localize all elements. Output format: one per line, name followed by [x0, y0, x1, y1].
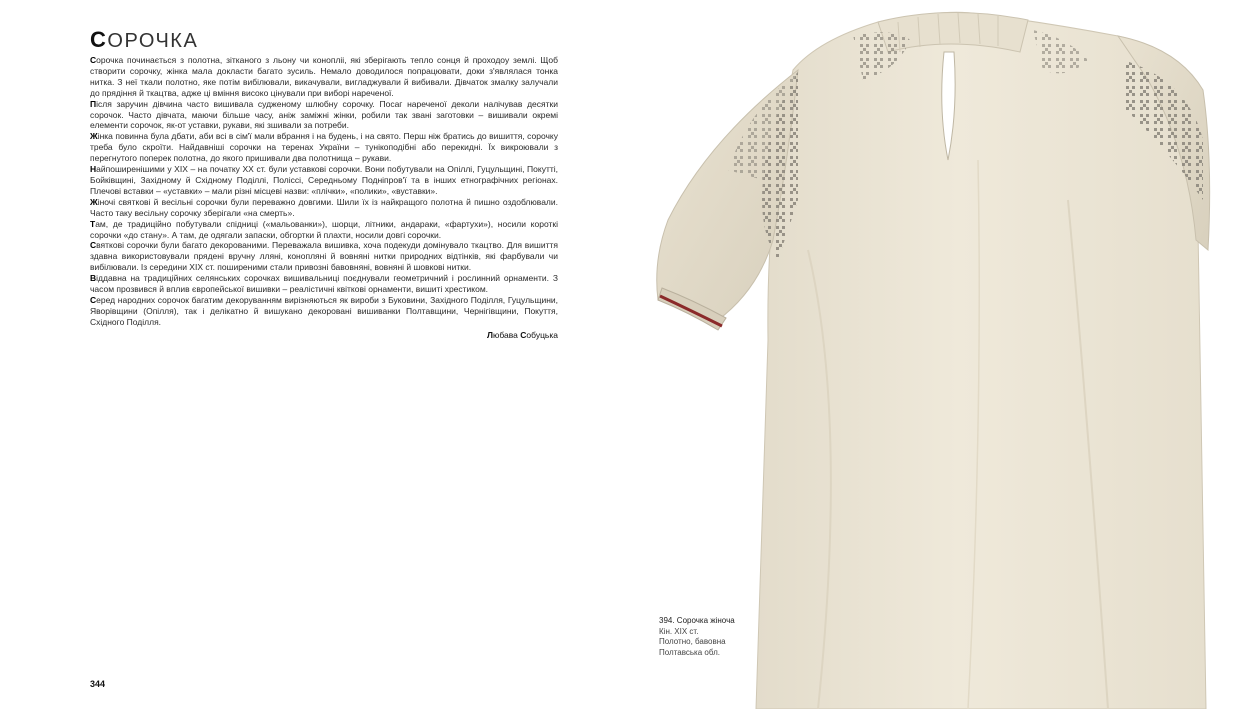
paragraph-initial: П — [90, 98, 97, 109]
article-paragraph — [90, 219, 558, 241]
page-number: 344 — [90, 679, 106, 689]
article-body — [90, 55, 558, 341]
article-paragraph — [90, 240, 558, 273]
paragraph-text: вяткові сорочки були багато декорованими. Переважала вишивка, хоча подекуди домінувало ткацтво. Для вишиття здавна використовували прядені вручну лляні, конопляні й вовняні нитки природних відтінків, які фарбували чи вибілювали. Із середини XIX ст. поширеними стали привозні бавовняні, вовняні й шовкові нитки. — [90, 240, 558, 273]
page-title — [90, 27, 198, 53]
paragraph-text: ісля заручин дівчина часто вишивала судженому шлюбну сорочку. Посаг нареченої деколи налічував десятки сорочок. Часто дівчата, маючи більше часу, аніж заміжні жінки, робили так звані заготовки – вишивали окремі елементи сорочок, як-от уставки, рукави, які зшивали за потреби. — [90, 98, 558, 131]
paragraph-initial: Ж — [90, 196, 98, 207]
paragraph-text: еред народних сорочок багатим декоруванням вирізняються як вироби з Буковини, Західного Поділля, Гуцульщини, Яворівщини (Опілля), так і делікатно й вишукано декоровані вишиванки Полтавщини, Чернігівщини, Покуття, Східного Поділля. — [90, 294, 558, 327]
author-part: обуцька — [526, 329, 558, 340]
paragraph-initial: Ж — [90, 131, 98, 142]
paragraph-initial: С — [90, 294, 97, 305]
shirt-photo — [648, 0, 1257, 709]
article-paragraph — [90, 99, 558, 132]
article-paragraph — [90, 295, 558, 328]
paragraph-initial: В — [90, 273, 97, 284]
figure-caption — [659, 616, 779, 658]
article-paragraph — [90, 55, 558, 99]
paragraph-text: іддавна на традиційних селянських сорочках вишивальниці поєднували геометричний і рослинний орнаменти. З часом прозвився й вплив європейської вишивки – реалістичні квіткові орнаменти, вишиті хрестиком. — [90, 273, 558, 295]
caption-title: 394. Сорочка жіноча — [659, 616, 735, 625]
title-initial: С — [90, 27, 108, 52]
article-paragraph — [90, 164, 558, 197]
author-part: юбава — [492, 329, 521, 340]
article-paragraph — [90, 197, 558, 219]
article-paragraph — [90, 273, 558, 295]
title-rest: ОРОЧКА — [107, 30, 199, 52]
paragraph-text: орочка починається з полотна, зітканого з льону чи конопліі, які зберігають тепло сонця й проходоу землі. Щоб створити сорочку, жінка мала докласти багато зусиль. Немало доводилося попрацювати, доки з'являлася тонка нитка. З неї ткали полотно, яке потім вибілювали, викачували, вигладжували й вибивали. Дівчаток змалку залучали до прядіння й ткацтва, адже ці вміння високо цінували при виборі нареченої. — [90, 55, 558, 98]
article-paragraph — [90, 131, 558, 164]
caption-line: Полтавська обл. — [659, 647, 720, 657]
paragraph-text: інка повинна була дбати, аби всі в сім'ї мали вбрання і на будень, і на свято. Перш ніж братись до вишиття, сорочку треба було скроїти. Найдавніші сорочки на теренах України – тунікоподібні або перекидні. Їх викроювали з перегнутого поперек полотна, до якого пришивали два полотнища – рукави. — [90, 131, 558, 164]
paragraph-text: іночі святкові й весільні сорочки були переважно довгими. Шили їх із найкращого полотна й пишно оздоблювали. Часто таку весільну сорочку зберігали «на смерть». — [90, 196, 558, 218]
caption-line: Кін. XIX ст. — [659, 626, 699, 636]
paragraph-initial: С — [90, 55, 97, 65]
caption-line: Полотно, бавовна — [659, 637, 726, 647]
paragraph-text: ам, де традиційно побутували спідниці («мальованки»), шорци, літники, андараки, «фартухи»), носили короткі сорочки «до стану». А там, де одягали запаски, обгортки й плахти, носили довгі сорочки. — [90, 218, 558, 240]
paragraph-initial: Т — [90, 218, 96, 229]
paragraph-initial: Н — [90, 164, 97, 175]
paragraph-initial: С — [90, 240, 97, 251]
author-part: С — [520, 329, 527, 340]
author-part: Л — [487, 329, 493, 340]
article-author — [90, 330, 558, 341]
paragraph-text: айпоширенішими у XIX – на початку XX ст. були уставкові сорочки. Вони побутували на Опіллі, Гуцульщині, Покутті, Бойківщині, Західному й Східному Поділлі, Поліссі, Середньому Подніпров'ї та в інших етнографічних регіонах. Плечові вставки – «уставки» – мали різні місцеві назви: «плічки», «полики», «вуставки». — [90, 164, 558, 196]
